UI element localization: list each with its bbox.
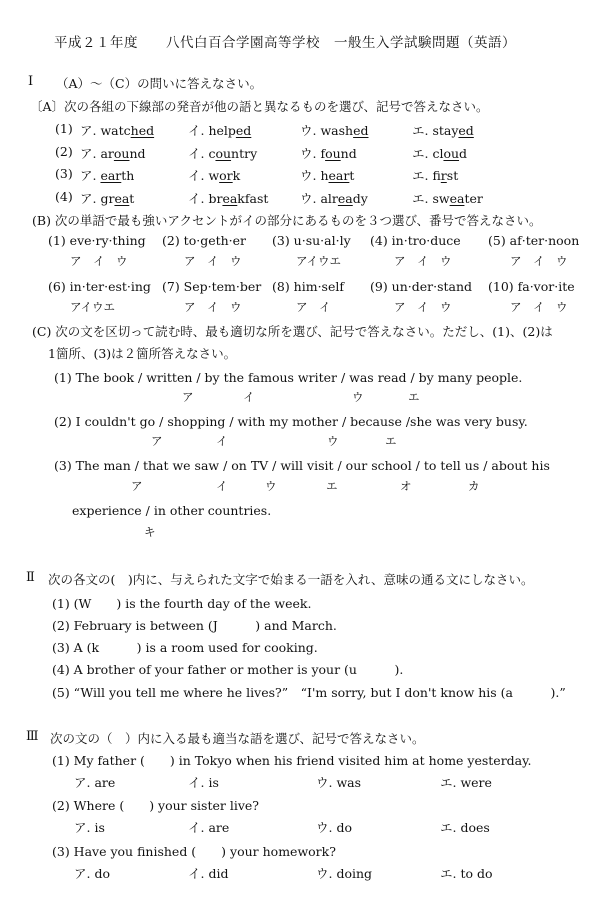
underlined-part: ea	[337, 191, 353, 206]
choice-key: イ.	[188, 123, 209, 138]
part-b-word: (10) fa·vor·ite	[488, 279, 575, 294]
word-suffix: nd	[340, 146, 357, 161]
section-2-number: Ⅱ	[26, 570, 35, 585]
choice-key: ウ.	[300, 168, 321, 183]
word-prefix: c	[208, 146, 216, 161]
word-suffix: st	[446, 168, 459, 183]
page-title: 平成２１年度 八代白百合学園高等学校 一般生入学試験問題（英語）	[54, 35, 516, 51]
underlined-part: ou	[325, 146, 341, 161]
part-c-sentence-3b: experience / in other countries.	[72, 503, 272, 518]
part-a-choice	[300, 121, 368, 139]
underlined-part: ed	[353, 123, 369, 138]
part-b-word: (7) Sep·tem·ber	[162, 279, 262, 294]
part-b-word: (5) af·ter·noon	[488, 233, 580, 248]
part-a-choice	[80, 189, 134, 207]
part-b-syllable-marks: ア イ ウ	[184, 300, 242, 314]
part-c-sentence-3a: (3) The man / that we saw / on TV / will visit / our school / to tell us / about his	[54, 458, 550, 473]
section-3-option: ア. are	[74, 775, 116, 790]
section-3-instruction: 次の文の（ ）内に入る最も適当な語を選び、記号で答えなさい。	[50, 731, 425, 746]
part-b-instruction: (B) 次の単語で最も強いアクセントがイの部分にあるものを３つ選び、番号で答えなさい。	[32, 213, 542, 228]
section-3-question: (2) Where ( ) your sister live?	[52, 798, 259, 813]
part-a-row-number: (2)	[55, 144, 73, 159]
section-3-number: Ⅲ	[26, 729, 39, 744]
part-c-instruction-2: 1箇所、(3)は２箇所答えなさい。	[48, 346, 237, 361]
part-b-syllable-marks: ア イ ウ	[394, 300, 452, 314]
part-b-word: (1) eve·ry·thing	[48, 233, 146, 248]
section-2-item-4: (4) A brother of your father or mother is your (u ).	[52, 662, 404, 677]
word-prefix: ar	[100, 146, 114, 161]
word-prefix: gr	[100, 191, 115, 206]
part-a-choice	[300, 166, 354, 184]
section-3-option: エ. to do	[440, 866, 493, 881]
part-a-choice	[80, 121, 154, 139]
choice-key: ウ.	[300, 146, 321, 161]
word-prefix: w	[208, 168, 220, 183]
word-prefix: stay	[432, 123, 459, 138]
part-a-choice	[80, 166, 134, 184]
section-2-item-5: (5) “Will you tell me where he lives?” “I'm sorry, but I don't know his (a ).”	[52, 685, 566, 700]
underlined-part: ea	[449, 191, 465, 206]
section-3-option: ア. do	[74, 866, 110, 881]
part-a-row-number: (4)	[55, 189, 73, 204]
c3-mark-i: イ	[216, 479, 228, 493]
part-b-syllable-marks: ア イ ウ	[394, 254, 452, 268]
underlined-part: ou	[113, 146, 130, 161]
word-suffix: kfast	[237, 191, 269, 206]
part-a-choice	[300, 144, 357, 162]
c3-mark-o: オ	[400, 479, 412, 493]
part-a-choice	[188, 144, 257, 162]
part-a-row-number: (3)	[55, 166, 73, 181]
section-2-item-1: (1) (W ) is the fourth day of the week.	[52, 596, 312, 611]
underlined-part: ou	[443, 146, 460, 161]
choice-key: ア.	[80, 168, 101, 183]
section-3-option: ウ. do	[316, 820, 352, 835]
underlined-part: or	[219, 168, 233, 183]
word-suffix: dy	[352, 191, 368, 206]
c3-mark-a: ア	[131, 479, 143, 493]
section-3-question: (1) My father ( ) in Tokyo when his friend visited him at home yesterday.	[52, 753, 532, 768]
word-prefix: wash	[320, 123, 354, 138]
section-2-item-3: (3) A (k ) is a room used for cooking.	[52, 640, 318, 655]
c2-mark-u: ウ	[327, 434, 339, 448]
c3-mark-ka: カ	[468, 479, 480, 493]
word-prefix: h	[320, 168, 329, 183]
word-suffix: ntry	[231, 146, 258, 161]
word-prefix: watc	[100, 123, 131, 138]
underlined-part: ir	[440, 168, 447, 183]
part-c-sentence-2: (2) I couldn't go / shopping / with my mother / because /she was very busy.	[54, 414, 528, 429]
part-b-syllable-marks: アイウエ	[70, 300, 115, 314]
underlined-part: ed	[458, 123, 474, 138]
section-3-option: エ. does	[440, 820, 490, 835]
part-a-row-number: (1)	[55, 121, 73, 136]
section-2-instruction: 次の各文の( )内に、与えられた文字で始まる一語を入れ、意味の通る文にしなさい。	[48, 572, 534, 587]
part-a-choice	[188, 121, 251, 139]
part-c-instruction-1: (C) 次の文を区切って読む時、最も適切な所を選び、記号で答えなさい。ただし、(1)、(2)は	[32, 324, 553, 339]
choice-key: エ.	[412, 168, 433, 183]
section-3-option: イ. is	[188, 775, 219, 790]
part-a-choice	[80, 144, 146, 162]
word-suffix: t	[129, 191, 135, 206]
part-b-syllable-marks: ア イ	[296, 300, 331, 314]
part-a-choice	[188, 166, 240, 184]
underlined-part: ou	[215, 146, 232, 161]
c1-mark-u: ウ	[352, 390, 364, 404]
part-b-word: (9) un·der·stand	[370, 279, 473, 294]
underlined-part: ed	[235, 123, 252, 138]
part-b-word: (4) in·tro·duce	[370, 233, 461, 248]
part-b-word: (8) him·self	[272, 279, 344, 294]
word-suffix: k	[232, 168, 241, 183]
choice-key: エ.	[412, 191, 433, 206]
part-b-syllable-marks: ア イ ウ	[510, 254, 568, 268]
choice-key: エ.	[412, 123, 433, 138]
c3-mark-e: エ	[326, 479, 338, 493]
choice-key: イ.	[188, 168, 209, 183]
choice-key: イ.	[188, 191, 209, 206]
word-prefix: help	[208, 123, 236, 138]
underlined-part: ea	[222, 191, 238, 206]
choice-key: ア.	[80, 191, 101, 206]
section-3-option: エ. were	[440, 775, 492, 790]
c1-mark-i: イ	[243, 390, 255, 404]
c3-mark-ki: キ	[144, 525, 156, 539]
c3-mark-u: ウ	[265, 479, 277, 493]
word-suffix: d	[459, 146, 468, 161]
part-b-word: (6) in·ter·est·ing	[48, 279, 151, 294]
section-3-option: ウ. doing	[316, 866, 373, 881]
part-b-syllable-marks: ア イ ウ	[510, 300, 568, 314]
part-a-choice	[188, 189, 268, 207]
section-3-option: ア. is	[74, 820, 105, 835]
part-b-syllable-marks: ア イ ウ	[184, 254, 242, 268]
part-b-syllable-marks: ア イ ウ	[70, 254, 128, 268]
word-suffix: nd	[129, 146, 146, 161]
underlined-part: ear	[100, 168, 122, 183]
section-3-option: イ. did	[188, 866, 229, 881]
word-suffix: th	[121, 168, 135, 183]
word-suffix: t	[349, 168, 355, 183]
section-1-instruction: （A）〜（C）の問いに答えなさい。	[56, 76, 263, 91]
c2-mark-e: エ	[385, 434, 397, 448]
part-a-instruction: 〔A〕次の各組の下線部の発音が他の語と異なるものを選び、記号で答えなさい。	[30, 99, 489, 114]
choice-key: ウ.	[300, 191, 321, 206]
part-a-choice	[412, 189, 483, 207]
part-b-word: (3) u·su·al·ly	[272, 233, 351, 248]
part-b-syllable-marks: アイウエ	[296, 254, 341, 268]
part-a-choice	[412, 166, 458, 184]
section-3-option: ウ. was	[316, 775, 362, 790]
word-prefix: br	[208, 191, 223, 206]
word-prefix: alr	[320, 191, 338, 206]
choice-key: ウ.	[300, 123, 321, 138]
c1-mark-e: エ	[408, 390, 420, 404]
word-suffix: ter	[464, 191, 483, 206]
part-a-choice	[412, 121, 474, 139]
section-3-question: (3) Have you finished ( ) your homework?	[52, 844, 336, 859]
c1-mark-a: ア	[182, 390, 194, 404]
part-b-word: (2) to·geth·er	[162, 233, 247, 248]
section-3-option: イ. are	[188, 820, 230, 835]
word-prefix: f	[320, 146, 326, 161]
section-1-number: Ⅰ	[28, 74, 34, 89]
word-prefix: sw	[432, 191, 450, 206]
choice-key: エ.	[412, 146, 433, 161]
underlined-part: hed	[130, 123, 155, 138]
choice-key: イ.	[188, 146, 209, 161]
c2-mark-i: イ	[216, 434, 228, 448]
word-prefix: f	[432, 168, 441, 183]
underlined-part: ea	[114, 191, 130, 206]
part-c-sentence-1: (1) The book / written / by the famous writer / was read / by many people.	[54, 370, 523, 385]
choice-key: ア.	[80, 146, 101, 161]
section-2-item-2: (2) February is between (J ) and March.	[52, 618, 337, 633]
c2-mark-a: ア	[151, 434, 163, 448]
part-a-choice	[412, 144, 467, 162]
word-prefix: cl	[432, 146, 444, 161]
underlined-part: ear	[328, 168, 350, 183]
choice-key: ア.	[80, 123, 101, 138]
part-a-choice	[300, 189, 368, 207]
